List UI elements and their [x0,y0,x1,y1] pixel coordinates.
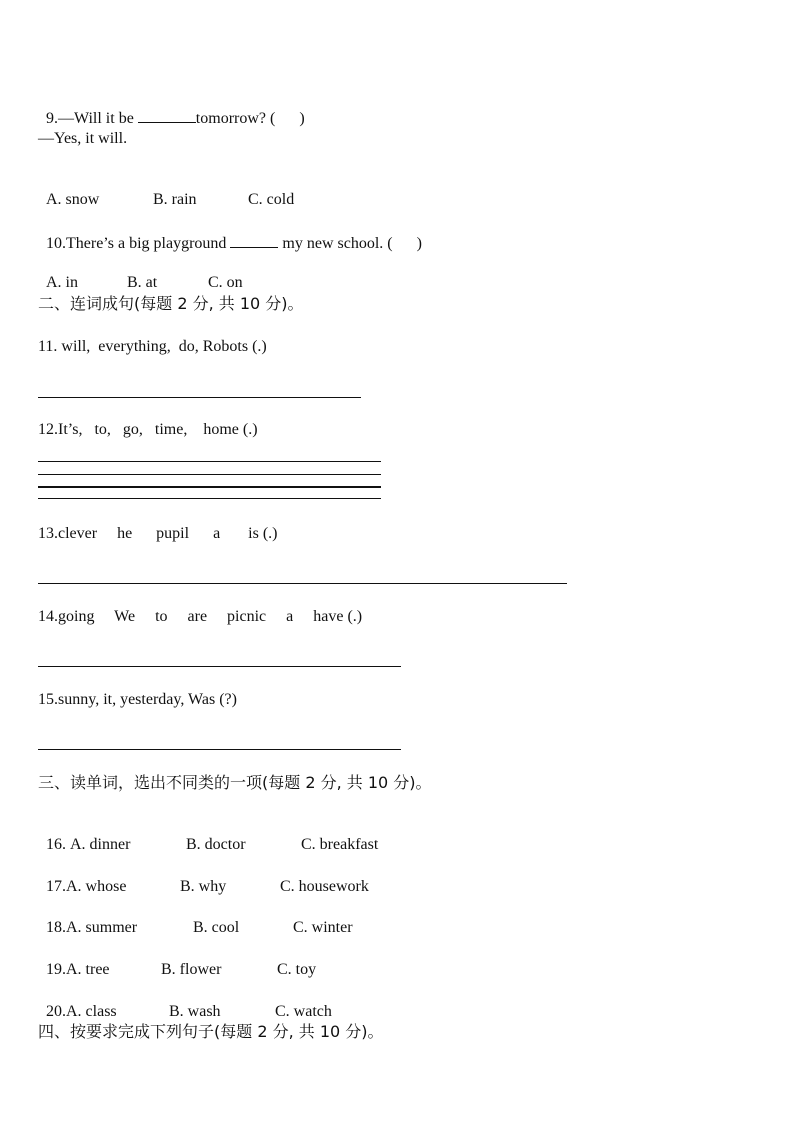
question-12: 12.It’s, to, go, time, home (.) [38,421,258,438]
question-20 [38,982,332,1022]
q20-option-b[interactable]: B. wash [169,1003,221,1020]
q9-reply: —Yes, it will. [38,130,128,147]
q19-number: 19. [46,961,66,978]
q10-option-b[interactable]: B. at [127,274,158,291]
q15-answer-line[interactable] [38,749,401,750]
question-9 [38,87,305,129]
q18-option-a[interactable]: A. summer [66,919,138,936]
question-11: 11. will, everything, do, Robots (.) [38,338,267,355]
question-18 [38,898,353,938]
q20-option-a[interactable]: A. class [66,1003,117,1020]
section-4-heading: 四、按要求完成下列句子(每题 2 分, 共 10 分)。 [38,1022,384,1041]
q13-answer-line[interactable] [38,583,567,584]
q17-option-a[interactable]: A. whose [66,878,127,895]
q10-stem-start: 10.There’s a big playground [46,235,231,252]
q12-answer-line-1[interactable] [38,461,381,462]
q16-option-b[interactable]: B. doctor [186,836,246,853]
question-16 [38,815,378,855]
q20-number: 20. [46,1003,66,1020]
q17-option-c[interactable]: C. housework [280,878,369,895]
q12-answer-line-3[interactable] [38,486,381,488]
q17-option-b[interactable]: B. why [180,878,227,895]
q9-stem-start: 9.—Will it be [46,110,138,127]
q12-answer-line-4[interactable] [38,498,381,499]
q10-options [38,253,243,293]
q12-answer-line-2[interactable] [38,474,381,475]
q18-option-b[interactable]: B. cool [193,919,240,936]
q9-option-b[interactable]: B. rain [153,191,197,208]
question-14: 14.going We to are picnic a have (.) [38,608,363,625]
q18-number: 18. [46,919,66,936]
q10-answer-blank[interactable] [230,232,278,248]
q10-stem-end: my new school. ( ) [278,235,422,252]
question-19 [38,940,316,980]
question-10 [38,212,422,254]
q19-option-a[interactable]: A. tree [66,961,110,978]
q16-option-a[interactable]: A. dinner [70,836,131,853]
q16-option-c[interactable]: C. breakfast [301,836,379,853]
q9-options [38,170,294,210]
q10-option-a[interactable]: A. in [46,274,78,291]
q11-answer-line[interactable] [38,397,361,398]
question-17 [38,857,369,897]
q19-option-b[interactable]: B. flower [161,961,222,978]
q9-option-c[interactable]: C. cold [248,191,295,208]
q9-answer-blank[interactable] [138,107,196,123]
q18-option-c[interactable]: C. winter [293,919,353,936]
q9-stem-end: tomorrow? ( ) [195,110,305,127]
q9-option-a[interactable]: A. snow [46,191,100,208]
question-15: 15.sunny, it, yesterday, Was (?) [38,691,237,708]
q17-number: 17. [46,878,66,895]
q19-option-c[interactable]: C. toy [277,961,317,978]
q20-option-c[interactable]: C. watch [275,1003,332,1020]
q16-number: 16. [46,836,66,853]
section-3-heading: 三、读单词，选出不同类的一项(每题 2 分, 共 10 分)。 [38,773,432,792]
question-13: 13.clever he pupil a is (.) [38,525,278,542]
q14-answer-line[interactable] [38,666,401,667]
q10-option-c[interactable]: C. on [208,274,243,291]
section-2-heading: 二、连词成句(每题 2 分, 共 10 分)。 [38,294,304,313]
